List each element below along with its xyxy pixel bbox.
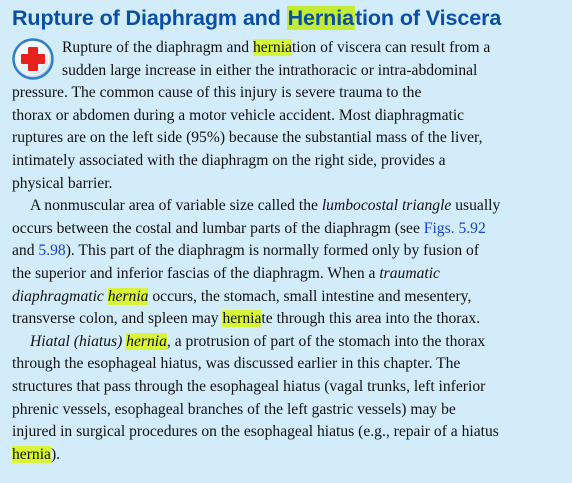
p3-line-5: injured in surgical procedures on the esophageal hiatus (e.g., repair of a hiatus xyxy=(12,423,499,441)
p2-line-4: the superior and inferior fascias of the diaphragm. When a traumatic xyxy=(12,264,440,282)
p2-line-3: and 5.98). This part of the diaphragm is normally formed only by fusion of xyxy=(12,242,480,260)
p2-line-5: diaphragmatic hernia occurs, the stomach, small intestine and mesentery, xyxy=(12,287,472,305)
term-lumbocostal-triangle: lumbocostal triangle xyxy=(321,197,452,215)
medical-cross-icon xyxy=(12,38,54,80)
article-body xyxy=(12,37,562,466)
highlight-hernia: hernia xyxy=(222,310,262,328)
p1-line-4: thorax or abdomen during a motor vehicle accident. Most diaphragmatic xyxy=(12,106,465,124)
figure-link-5-92[interactable]: Figs. 5.92 xyxy=(423,219,486,237)
highlight-hernia: hernia xyxy=(12,445,51,463)
p3-line-1: Hiatal (hiatus) hernia, a protrusion of part of the stomach into the thorax xyxy=(30,332,486,350)
term-diaphragmatic: diaphragmatic xyxy=(12,287,108,305)
p1-line-3: pressure. The common cause of this injury is severe trauma to the xyxy=(12,84,422,102)
p1-line-7: physical barrier. xyxy=(12,174,113,192)
p1-line-2: sudden large increase in either the intrathoracic or intra-abdominal xyxy=(62,61,478,79)
p3-line-6: hernia). xyxy=(12,445,61,463)
p3-line-4: phrenic vessels, esophageal branches of the left gastric vessels) may be xyxy=(12,400,456,418)
highlight-hernia: hernia xyxy=(126,332,167,350)
p1-line-6: intimately associated with the diaphragm on the right side, provides a xyxy=(12,151,446,169)
paragraph-3 xyxy=(12,331,562,467)
paragraph-2 xyxy=(12,195,562,331)
p1-line-1: Rupture of the diaphragm and herniation of viscera can result from a xyxy=(62,39,491,56)
p1-line-5: ruptures are on the left side (95%) because the substantial mass of the liver, xyxy=(12,129,483,147)
p2-line-1: A nonmuscular area of variable size called the lumbocostal triangle usually xyxy=(30,197,501,215)
highlight-hernia: hernia xyxy=(252,39,292,56)
p3-line-3: structures that pass through the esophageal hiatus (vagal trunks, left inferior xyxy=(12,377,486,395)
p2-line-2: occurs between the costal and lumbar parts of the diaphragm (see Figs. 5.92 xyxy=(12,219,486,237)
page-title xyxy=(12,6,562,31)
title-text: Rupture of Diaphragm and xyxy=(12,6,287,30)
title-highlight: Hernia xyxy=(287,6,354,30)
figure-link-5-98[interactable]: 5.98 xyxy=(38,242,66,260)
p2-line-6: transverse colon, and spleen may herniate through this area into the thorax. xyxy=(12,310,481,328)
title-text-end: tion of Viscera xyxy=(354,6,502,30)
term-traumatic: traumatic xyxy=(379,264,440,282)
p3-line-2: through the esophageal hiatus, was discussed earlier in this chapter. The xyxy=(12,355,461,373)
term-hiatal-hernia: Hiatal (hiatus) xyxy=(30,332,127,350)
paragraph-1 xyxy=(12,37,562,195)
highlight-hernia: hernia xyxy=(107,287,149,305)
